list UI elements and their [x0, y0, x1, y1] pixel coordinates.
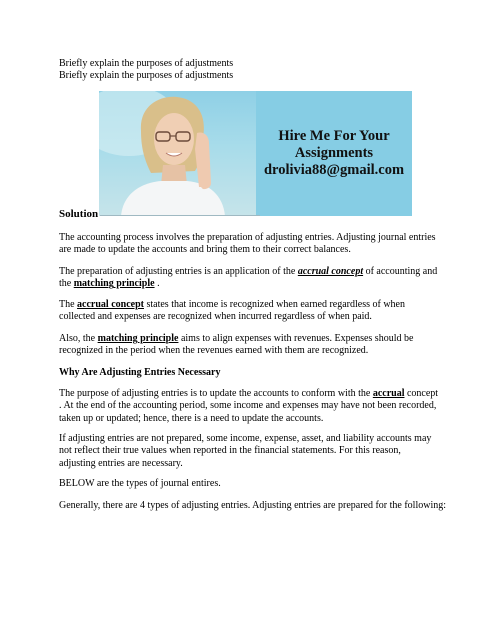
heading-line-1: Briefly explain the purposes of adjustments [59, 58, 234, 69]
ad-headline-2: Assignments [294, 145, 374, 161]
paragraph-5-text [59, 388, 439, 425]
p5-accrual: accrual [372, 388, 405, 399]
paragraph-5 [59, 388, 439, 425]
p5-a: The purpose of adjusting entries is to update the accounts to conform with the [59, 388, 373, 399]
solution-rule [100, 215, 260, 216]
p2-matching-principle: matching principle [73, 278, 155, 290]
paragraph-1 [59, 232, 439, 257]
ad-email[interactable]: drolivia88@gmail.com [263, 162, 405, 178]
paragraph-6 [59, 433, 439, 470]
woman-photo [99, 91, 256, 216]
paragraph-8 [59, 500, 479, 512]
paragraph-4 [59, 333, 439, 358]
hire-ad-panel[interactable] [256, 91, 412, 216]
paragraph-3-text [59, 299, 439, 324]
paragraph-8-text: Generally, there are 4 types of adjusting entries. Adjusting entries are prepared for the following: [59, 500, 447, 511]
paragraph-7-text: BELOW are the types of journal entires. [59, 478, 221, 489]
section-heading: Why Are Adjusting Entries Necessary [59, 367, 221, 378]
p2-a: The preparation of adjusting entries is an application of the [59, 266, 298, 277]
p2-accrual-concept: accrual concept [297, 266, 364, 277]
paragraph-6-text: If adjusting entries are not prepared, some income, expense, asset, and liability accounts may not reflect their true values when reported in the financial statements. For this reason, adjusting entries are necessary. [59, 433, 432, 469]
paragraph-4-text [59, 333, 439, 358]
ad-banner[interactable] [99, 91, 412, 216]
p4-matching-principle: matching principle [97, 333, 179, 344]
solution-heading: Solution [59, 208, 99, 220]
p3-accrual-concept: accrual concept [77, 299, 144, 310]
ad-headline-1: Hire Me For Your [278, 128, 390, 144]
heading-line-2: Briefly explain the purposes of adjustments [59, 70, 234, 81]
paragraph-3 [59, 299, 439, 324]
p4-a: Also, the [59, 333, 98, 344]
paragraph-2-text [59, 266, 439, 291]
p2-e: . [154, 278, 160, 290]
p5-c: concept . At the end of the accounting period, some income and expenses may have not been recorded, taken up or updated; hence, there is a need to update the accounts. [59, 388, 439, 424]
paragraph-2 [59, 266, 439, 291]
paragraph-7 [59, 478, 439, 490]
p3-c: states that income is recognized when earned regardless of when collected and expenses are recognized when incurred regardless of when paid. [59, 299, 405, 323]
p3-a: The [59, 299, 78, 310]
p2-c: of accounting and the [59, 266, 438, 290]
p4-c: aims to align expenses with revenues. Expenses should be recognized in the period when the revenues earned with them are recognized. [59, 333, 414, 357]
paragraph-1-text: The accounting process involves the preparation of adjusting entries. Adjusting journal entries are made to update the accounts and bring them to their correct balances. [59, 232, 436, 256]
